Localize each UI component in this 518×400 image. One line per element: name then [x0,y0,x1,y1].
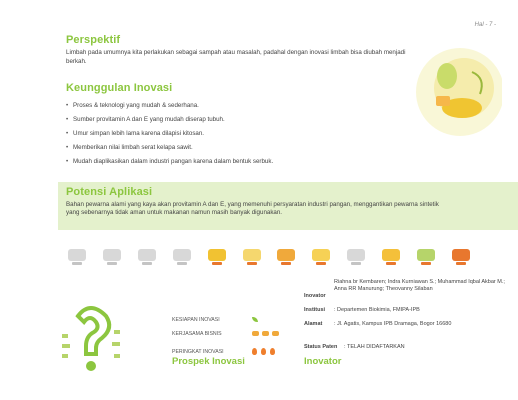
livestock-icon [134,246,160,270]
health-icon [448,246,474,270]
inovator-names: Riahna br Kembaren; Indra Kurniawan S.; Muhammad Iqbal Akbar M.; Anna RR Manurung; Theovanny Silaban [334,279,505,292]
prospek-table [172,313,282,359]
sector-icon-row [64,246,474,272]
list-item: • Mudah diaplikasikan dalam industri pangan karena dalam bentuk serbuk. [66,157,396,171]
perspektif-heading: Perspektif [66,34,121,46]
alamat-label: Alamat [304,321,323,327]
keunggulan-list [66,101,396,171]
product-illustration [402,42,502,152]
research-icon [239,246,265,270]
list-item: • Proses & teknologi yang mudah & sederhana. [66,101,396,115]
kerjasama-label: KERJASAMA BISNIS [172,331,222,337]
agriculture-icon [99,246,125,270]
potensi-text: Bahan pewarna alami yang kaya akan provitamin A dan E, yang memenuhi persyaratan industri pangan, menggantikan pewarna sintetik yang sebenarnya tidak aman untuk makanan namun masih banyak digunakan. [66,201,439,216]
inovator-block [304,279,518,293]
alamat-row [304,321,494,328]
energy-icon [273,246,299,270]
perspektif-section [66,34,406,66]
perspektif-text: Limbah pada umumnya kita perlakukan sebagai sampah atau masalah, padahal dengan inovasi limbah bisa diubah menjadi berkah. [66,49,406,65]
inovator-row [304,293,334,300]
leaf-icon [252,317,261,324]
keunggulan-heading: Keunggulan Inovasi [66,82,173,94]
paten-value: : TELAH DIDAFTARKAN [344,344,405,350]
food-icon [204,246,230,270]
paten-row [304,344,504,351]
kesiapan-label: KESIAPAN INOVASI [172,317,220,323]
environment-icon [378,246,404,270]
handshake-icon [252,331,282,338]
industry-icon [64,246,90,270]
peringkat-label: PERINGKAT INOVASI [172,349,224,355]
keunggulan-section [66,82,396,171]
alamat-value: : Jl. Agatis, Kampus IPB Dramaga, Bogor 16680 [334,321,452,327]
medical-icon [169,246,195,270]
inovator-heading: Inovator [304,356,342,367]
kerjasama-row [172,327,282,341]
forestry-icon [413,246,439,270]
institusi-value: : Departemen Biokimia, FMIPA-IPB [334,307,420,313]
kesiapan-row [172,313,282,327]
inovator-label: Inovator [304,293,326,299]
innovation-logo [56,296,124,378]
institusi-row [304,307,494,314]
potensi-section [66,186,446,217]
paten-label: Status Paten [304,344,338,350]
prospek-heading: Prospek Inovasi [172,356,245,367]
fishery-icon [343,246,369,270]
potensi-heading: Potensi Aplikasi [66,186,153,198]
chemical-icon [308,246,334,270]
list-item: • Sumber provitamin A dan E yang mudah diserap tubuh. [66,115,396,129]
list-item: • Memberikan nilai limbah serat kelapa sawit. [66,143,396,157]
list-item: • Umur simpan lebih lama karena dilapisi kitosan. [66,129,396,143]
page-number: Hal - 7 - [474,22,496,28]
flame-icon [252,348,279,357]
institusi-label: Institusi [304,307,326,313]
